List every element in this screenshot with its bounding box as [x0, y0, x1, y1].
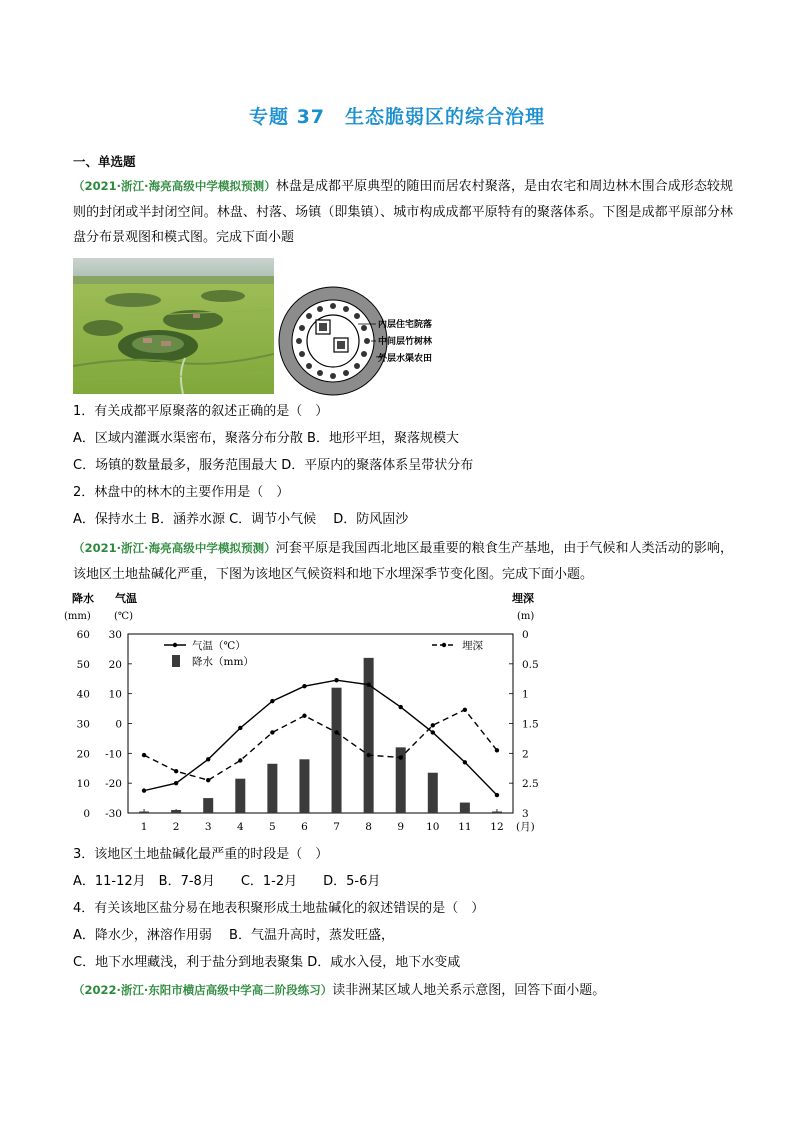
- bar-precipitation: [139, 812, 149, 813]
- question-4-stem: 4．有关该地区盐分易在地表积聚形成土地盐碱化的叙述错误的是（ ）: [73, 901, 485, 916]
- tick-label-precip: 30: [76, 718, 90, 731]
- passage-text: 河套平原是我国西北地区最重要的粮食生产基地，由于气候和人类活动的影响，该地区土地盐碱化严重，下图为该地区气候资料和地下水埋深季节变化图。完成下面小题。: [73, 541, 733, 582]
- tick-label-month: 7: [333, 821, 340, 833]
- bar-precipitation: [460, 803, 470, 813]
- point-depth: [366, 753, 370, 757]
- linpan-model-diagram: [278, 286, 468, 396]
- tick-label-month: 5: [269, 821, 276, 833]
- tick-label-temp: 10: [108, 688, 122, 701]
- linpan-landscape-photo: [73, 258, 274, 394]
- axis-label-precip: 降水: [72, 592, 94, 605]
- point-temperature: [142, 788, 146, 792]
- point-depth: [399, 755, 403, 759]
- passage-3: [73, 980, 605, 1001]
- point-temperature: [463, 760, 467, 764]
- tick-label-temp: 30: [108, 629, 122, 641]
- point-temperature: [495, 793, 499, 797]
- bar-precipitation: [171, 810, 181, 813]
- point-temperature: [399, 705, 403, 709]
- tick-label-temp: 20: [108, 658, 122, 671]
- point-depth: [270, 730, 274, 734]
- point-depth: [238, 758, 242, 762]
- axis-unit-temp: (℃): [114, 611, 133, 622]
- tick-label-precip: 50: [76, 658, 90, 671]
- tick-label-depth: 1.5: [522, 718, 539, 731]
- tick-label-month: 8: [365, 821, 372, 833]
- passage-2: [73, 536, 733, 587]
- legend-label-depth: 埋深: [462, 640, 483, 652]
- bar-precipitation: [203, 798, 213, 813]
- inner-ring-courtyard: [307, 315, 359, 367]
- tick-label-temp: 0: [115, 718, 122, 731]
- axis-label-temp: 气温: [115, 592, 137, 605]
- point-temperature: [206, 757, 210, 761]
- tick-label-precip: 0: [83, 808, 90, 820]
- tick-label-precip: 60: [76, 629, 90, 641]
- legend-label-precipitation: 降水（mm）: [192, 656, 254, 668]
- label-middle: 中间层竹树林: [378, 337, 433, 347]
- question-3-stem: 3．该地区土地盐碱化最严重的时段是（ ）: [73, 847, 329, 862]
- axis-unit-precip: (mm): [64, 611, 91, 622]
- point-temperature: [431, 730, 435, 734]
- tick-label-month: 12: [490, 821, 504, 833]
- point-temperature: [174, 781, 178, 785]
- bar-precipitation: [235, 779, 245, 813]
- passage-text: 读非洲某区域人地关系示意图，回答下面小题。: [332, 983, 606, 998]
- point-depth: [206, 778, 210, 782]
- question-1-stem: 1．有关成都平原聚落的叙述正确的是（ ）: [73, 404, 329, 419]
- point-depth: [431, 723, 435, 727]
- question-4-options-cd: C．地下水埋藏浅，利于盐分到地表聚集 D．咸水入侵，地下水变咸: [73, 955, 461, 970]
- tick-label-month: 3: [204, 821, 212, 833]
- question-4-options-ab: A．降水少，淋溶作用弱 B．气温升高时，蒸发旺盛，: [73, 928, 394, 943]
- legend-marker-temperature: [173, 643, 177, 647]
- point-temperature: [366, 683, 370, 687]
- point-depth: [463, 708, 467, 712]
- point-temperature: [334, 678, 338, 682]
- tick-label-month: 11: [458, 821, 472, 833]
- tick-label-depth: 3: [522, 808, 529, 820]
- axis-unit-depth: (m): [517, 611, 535, 622]
- source-tag: （2021·浙江·海亮高级中学模拟预测）: [73, 541, 276, 555]
- bar-precipitation: [299, 759, 309, 813]
- label-inner: 内层住宅院落: [378, 320, 433, 330]
- source-tag: （2021·浙江·海亮高级中学模拟预测）: [73, 179, 276, 193]
- source-tag: （2022·浙江·东阳市横店高级中学高二阶段练习）: [73, 983, 333, 997]
- tick-label-temp: -30: [105, 808, 122, 820]
- tick-label-temp: -10: [105, 748, 122, 761]
- tick-label-precip: 20: [76, 748, 90, 761]
- legend-swatch-precipitation: [172, 655, 180, 667]
- section-heading: 一、单选题: [73, 154, 136, 169]
- landscape-illustration: [73, 258, 274, 394]
- point-temperature: [302, 684, 306, 688]
- tick-label-month: 4: [236, 821, 244, 833]
- point-depth: [142, 753, 146, 757]
- question-3-options: A．11-12月 B．7-8月 C．1-2月 D．5-6月: [73, 874, 381, 889]
- page-title: 专题 37 生态脆弱区的综合治理: [248, 106, 546, 128]
- axis-label-depth: 埋深: [512, 592, 534, 605]
- tick-label-temp: -20: [105, 778, 122, 791]
- tick-label-depth: 2: [522, 748, 529, 761]
- passage-text: 林盘是成都平原典型的随田而居农村聚落，是由农宅和周边林木围合成形态较规则的封闭或半封闭空间。林盘、村落、场镇（即集镇）、城市构成成都平原特有的聚落体系。下图是成都平原部分林盘分布景观图和模式图。完成下面小题: [73, 179, 733, 245]
- tick-label-depth: 0.5: [522, 658, 539, 671]
- question-2-stem: 2．林盘中的林木的主要作用是（ ）: [73, 485, 290, 500]
- bar-precipitation: [364, 658, 374, 813]
- bar-precipitation: [332, 688, 342, 813]
- legend-marker-depth: [442, 643, 446, 647]
- point-depth: [334, 730, 338, 734]
- bar-precipitation: [267, 764, 277, 813]
- tick-label-precip: 10: [76, 778, 90, 791]
- tick-label-precip: 40: [76, 688, 90, 701]
- tick-label-month: 1: [140, 821, 148, 833]
- tick-label-month: 6: [301, 821, 308, 833]
- x-axis-unit: (月): [516, 821, 535, 833]
- line-depth: [144, 710, 497, 780]
- point-temperature: [238, 726, 242, 730]
- question-1-options-ab: A．区域内灌溉水渠密布，聚落分布分散 B．地形平坦，聚落规模大: [73, 431, 459, 446]
- tick-label-month: 2: [172, 821, 180, 833]
- point-depth: [302, 714, 306, 718]
- point-depth: [495, 748, 499, 752]
- tick-label-depth: 1: [522, 688, 529, 701]
- tick-label-month: 10: [426, 821, 440, 833]
- line-temperature: [144, 680, 497, 795]
- tick-label-month: 9: [397, 821, 405, 833]
- passage-1: [73, 174, 733, 251]
- point-temperature: [270, 699, 274, 703]
- label-outer: 外层水渠农田: [378, 354, 433, 364]
- point-depth: [174, 769, 178, 773]
- question-1-options-cd: C．场镇的数量最多，服务范围最大 D．平原内的聚落体系呈带状分布: [73, 458, 474, 473]
- question-2-options: A．保持水土 B．涵养水源 C．调节小气候 D．防风固沙: [73, 512, 409, 527]
- tick-label-depth: 0: [522, 629, 529, 641]
- tick-label-depth: 2.5: [522, 778, 539, 791]
- climate-chart: [60, 588, 540, 842]
- bar-precipitation: [492, 812, 502, 813]
- bar-precipitation: [428, 773, 438, 813]
- legend-label-temperature: 气温（℃）: [192, 640, 246, 652]
